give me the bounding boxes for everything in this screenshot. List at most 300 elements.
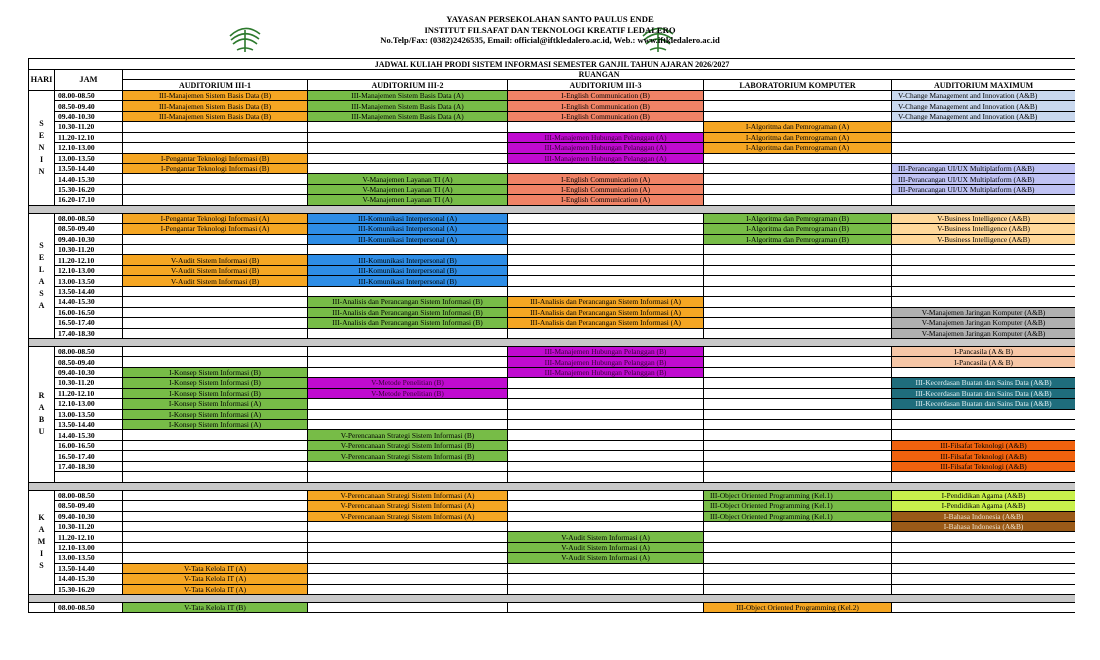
empty-cell: [123, 143, 308, 153]
foundation-name: YAYASAN PERSEKOLAHAN SANTO PAULUS ENDE: [446, 14, 654, 24]
empty-cell: [308, 132, 508, 142]
contact-line: No.Telp/Fax: (0382)2426535, Email: official@iftkledalero.ac.id, Web.: www.iftkledalero.ac.id: [380, 35, 720, 45]
course-cell: V-Audit Sistem Informasi (B): [123, 255, 308, 265]
empty-cell: [704, 101, 892, 111]
day-letter: E: [38, 252, 45, 262]
course-cell: I-Pancasila (A & B): [892, 346, 1076, 356]
empty-cell: [508, 399, 704, 409]
empty-cell: [308, 574, 508, 584]
course-cell: III-Kecerdasan Buatan dan Sains Data (A&B): [892, 399, 1076, 409]
empty-cell: [508, 388, 704, 398]
empty-cell: [508, 490, 704, 500]
schedule-row: [29, 574, 1076, 584]
empty-cell: [123, 286, 308, 296]
schedule-row: [29, 511, 1076, 521]
empty-cell: [508, 501, 704, 511]
schedule-row: [29, 430, 1076, 440]
empty-cell: [704, 153, 892, 163]
schedule-row: [29, 318, 1076, 328]
course-cell: III-Filsafat Teknologi (A&B): [892, 440, 1076, 450]
day-label: [29, 90, 55, 205]
day-separator: [29, 482, 1076, 490]
course-cell: I-Algoritma dan Pemrograman (A): [704, 122, 892, 132]
jam-header: JAM: [55, 70, 123, 91]
institute-name: INSTITUT FILSAFAT DAN TEKNOLOGI KREATIF LEDALERO: [424, 24, 676, 35]
empty-cell: [123, 472, 308, 482]
schedule-row: [29, 174, 1076, 184]
empty-cell: [892, 297, 1076, 307]
empty-cell: [704, 409, 892, 419]
empty-cell: [704, 388, 892, 398]
day-letter: A: [38, 276, 45, 286]
time-slot: 09.40-10.30: [55, 111, 123, 121]
course-cell: V-Audit Sistem Informasi (B): [123, 276, 308, 286]
course-cell: III-Perancangan UI/UX Multiplatform (A&B): [892, 184, 1076, 194]
course-cell: V-Business Intelligence (A&B): [892, 224, 1076, 234]
course-cell: I-Konsep Sistem Informasi (A): [123, 399, 308, 409]
schedule-row: [29, 90, 1076, 100]
empty-cell: [892, 153, 1076, 163]
empty-cell: [704, 265, 892, 275]
empty-cell: [308, 399, 508, 409]
course-cell: III-Manajemen Sistem Basis Data (A): [308, 111, 508, 121]
empty-cell: [308, 542, 508, 552]
empty-cell: [308, 532, 508, 542]
empty-cell: [308, 563, 508, 573]
course-cell: I-English Communication (A): [508, 174, 704, 184]
empty-cell: [508, 163, 704, 173]
time-slot: 13.00-13.50: [55, 153, 123, 163]
empty-cell: [308, 163, 508, 173]
empty-cell: [508, 378, 704, 388]
day-letter: S: [39, 118, 44, 128]
empty-cell: [123, 521, 308, 531]
time-slot: 14.40-15.30: [55, 430, 123, 440]
empty-cell: [123, 542, 308, 552]
time-slot: 08.50-09.40: [55, 224, 123, 234]
time-slot: 16.50-17.40: [55, 451, 123, 461]
time-slot: 12.10-13.00: [55, 143, 123, 153]
empty-cell: [704, 90, 892, 100]
time-slot: 08.00-08.50: [55, 346, 123, 356]
empty-cell: [123, 307, 308, 317]
empty-cell: [704, 440, 892, 450]
empty-cell: [308, 122, 508, 132]
course-cell: III-Kecerdasan Buatan dan Sains Data (A&B): [892, 378, 1076, 388]
day-letter: B: [38, 415, 45, 425]
course-cell: I-Bahasa Indonesia (A&B): [892, 521, 1076, 531]
course-cell: V-Change Management and Innovation (A&B): [892, 90, 1076, 100]
course-cell: I-Konsep Sistem Informasi (B): [123, 388, 308, 398]
course-cell: III-Manajemen Sistem Basis Data (A): [308, 101, 508, 111]
course-cell: V-Manajemen Layanan TI (A): [308, 195, 508, 205]
time-slot: 11.20-12.10: [55, 532, 123, 542]
empty-cell: [704, 357, 892, 367]
course-cell: I-Pancasila (A & B): [892, 357, 1076, 367]
time-slot: 13.00-13.50: [55, 276, 123, 286]
empty-cell: [123, 174, 308, 184]
course-cell: III-Perancangan UI/UX Multiplatform (A&B): [892, 163, 1076, 173]
schedule-row: [29, 297, 1076, 307]
empty-cell: [123, 122, 308, 132]
course-cell: III-Analisis dan Perancangan Sistem Informasi (A): [508, 297, 704, 307]
empty-cell: [704, 346, 892, 356]
empty-cell: [892, 553, 1076, 563]
course-cell: III-Analisis dan Perancangan Sistem Informasi (B): [308, 318, 508, 328]
separator-cell: [29, 205, 1076, 213]
schedule-row: [29, 553, 1076, 563]
empty-cell: [308, 367, 508, 377]
empty-cell: [308, 521, 508, 531]
empty-cell: [704, 307, 892, 317]
empty-cell: [892, 143, 1076, 153]
room-header: LABORATORIUM KOMPUTER: [704, 80, 892, 90]
time-slot: 08.00-08.50: [55, 490, 123, 500]
schedule-row: [29, 245, 1076, 255]
schedule-row: [29, 603, 1076, 613]
empty-cell: [123, 132, 308, 142]
empty-cell: [704, 255, 892, 265]
day-letter: A: [38, 525, 45, 535]
course-cell: I-Pengantar Teknologi Informasi (B): [123, 153, 308, 163]
schedule-row: [29, 195, 1076, 205]
course-cell: I-Algoritma dan Pemrograman (B): [704, 234, 892, 244]
schedule-row: [29, 101, 1076, 111]
time-slot: 08.00-08.50: [55, 603, 123, 613]
time-slot: 13.00-13.50: [55, 409, 123, 419]
empty-cell: [892, 472, 1076, 482]
time-slot: 11.20-12.10: [55, 388, 123, 398]
time-slot: 12.10-13.00: [55, 542, 123, 552]
course-cell: V-Tata Kelola IT (A): [123, 584, 308, 594]
course-cell: III-Komunikasi Interpersonal (B): [308, 255, 508, 265]
empty-cell: [704, 174, 892, 184]
empty-cell: [508, 472, 704, 482]
course-cell: V-Audit Sistem Informasi (A): [508, 553, 704, 563]
course-cell: I-Konsep Sistem Informasi (A): [123, 420, 308, 430]
schedule-title: JADWAL KULIAH PRODI SISTEM INFORMASI SEMESTER GANJIL TAHUN AJARAN 2026/2027: [29, 59, 1076, 70]
course-cell: III-Manajemen Hubungan Pelanggan (A): [508, 153, 704, 163]
course-cell: I-Konsep Sistem Informasi (B): [123, 378, 308, 388]
time-slot: 08.00-08.50: [55, 213, 123, 223]
empty-cell: [892, 367, 1076, 377]
empty-cell: [508, 451, 704, 461]
time-slot: 14.40-15.30: [55, 574, 123, 584]
room-header: AUDITORIUM III-3: [508, 80, 704, 90]
empty-cell: [704, 297, 892, 307]
empty-cell: [892, 420, 1076, 430]
empty-cell: [704, 461, 892, 471]
course-cell: I-Pengantar Teknologi Informasi (B): [123, 163, 308, 173]
time-slot: 14.40-15.30: [55, 174, 123, 184]
course-cell: V-Change Management and Innovation (A&B): [892, 111, 1076, 121]
schedule-row: [29, 532, 1076, 542]
day-letter: L: [38, 264, 45, 274]
course-cell: I-Pengantar Teknologi Informasi (A): [123, 224, 308, 234]
course-cell: III-Filsafat Teknologi (A&B): [892, 451, 1076, 461]
time-slot: 16.20-17.10: [55, 195, 123, 205]
course-cell: III-Manajemen Hubungan Pelanggan (A): [508, 143, 704, 153]
empty-cell: [704, 367, 892, 377]
empty-cell: [123, 234, 308, 244]
course-cell: V-Business Intelligence (A&B): [892, 213, 1076, 223]
course-cell: III-Komunikasi Interpersonal (A): [308, 213, 508, 223]
course-cell: III-Perancangan UI/UX Multiplatform (A&B): [892, 174, 1076, 184]
schedule-row: [29, 451, 1076, 461]
empty-cell: [308, 420, 508, 430]
empty-cell: [308, 461, 508, 471]
empty-cell: [508, 213, 704, 223]
time-slot: 09.40-10.30: [55, 234, 123, 244]
course-cell: I-English Communication (B): [508, 101, 704, 111]
course-cell: III-Kecerdasan Buatan dan Sains Data (A&B): [892, 388, 1076, 398]
schedule-row: [29, 346, 1076, 356]
empty-cell: [704, 584, 892, 594]
empty-cell: [508, 276, 704, 286]
schedule-row: [29, 276, 1076, 286]
empty-cell: [123, 346, 308, 356]
empty-cell: [123, 328, 308, 338]
course-cell: V-Manajemen Jaringan Komputer (A&B): [892, 307, 1076, 317]
schedule-row: [29, 563, 1076, 573]
time-slot: 12.10-13.00: [55, 399, 123, 409]
empty-cell: [508, 603, 704, 613]
time-slot: 17.40-18.30: [55, 461, 123, 471]
day-separator: [29, 338, 1076, 346]
empty-cell: [704, 563, 892, 573]
empty-cell: [508, 440, 704, 450]
schedule-row: [29, 461, 1076, 471]
time-slot: 16.50-17.40: [55, 318, 123, 328]
empty-cell: [308, 409, 508, 419]
empty-cell: [704, 195, 892, 205]
time-slot: 10.30-11.20: [55, 521, 123, 531]
empty-cell: [123, 184, 308, 194]
empty-cell: [308, 153, 508, 163]
time-slot: [55, 472, 123, 482]
time-slot: 08.50-09.40: [55, 357, 123, 367]
empty-cell: [704, 399, 892, 409]
schedule-row: [29, 213, 1076, 223]
schedule-row: [29, 542, 1076, 552]
empty-cell: [892, 265, 1076, 275]
empty-cell: [508, 409, 704, 419]
empty-cell: [508, 122, 704, 132]
course-cell: III-Analisis dan Perancangan Sistem Informasi (B): [308, 297, 508, 307]
course-cell: V-Manajemen Layanan TI (A): [308, 174, 508, 184]
schedule-row: [29, 153, 1076, 163]
course-cell: I-English Communication (A): [508, 184, 704, 194]
day-label: [29, 490, 55, 594]
empty-cell: [508, 461, 704, 471]
day-label: [29, 213, 55, 338]
empty-cell: [308, 245, 508, 255]
course-cell: V-Change Management and Innovation (A&B): [892, 101, 1076, 111]
course-cell: I-Konsep Sistem Informasi (B): [123, 367, 308, 377]
empty-cell: [123, 461, 308, 471]
day-letter: M: [37, 537, 46, 547]
course-cell: V-Perencanaan Strategi Sistem Informasi (B): [308, 440, 508, 450]
empty-cell: [892, 584, 1076, 594]
empty-cell: [704, 378, 892, 388]
empty-cell: [892, 122, 1076, 132]
empty-cell: [892, 286, 1076, 296]
course-cell: V-Tata Kelola IT (A): [123, 574, 308, 584]
empty-cell: [704, 472, 892, 482]
empty-cell: [308, 286, 508, 296]
time-slot: 10.30-11.20: [55, 245, 123, 255]
schedule-row: [29, 357, 1076, 367]
time-slot: 13.00-13.50: [55, 553, 123, 563]
day-letter: S: [39, 240, 44, 250]
time-slot: 09.40-10.30: [55, 511, 123, 521]
time-slot: 09.40-10.30: [55, 367, 123, 377]
schedule-row: [29, 265, 1076, 275]
day-letter: S: [39, 561, 44, 571]
course-cell: I-Algoritma dan Pemrograman (A): [704, 132, 892, 142]
empty-cell: [508, 584, 704, 594]
empty-cell: [123, 195, 308, 205]
course-cell: V-Perencanaan Strategi Sistem Informasi (A): [308, 511, 508, 521]
course-cell: III-Manajemen Hubungan Pelanggan (A): [508, 132, 704, 142]
empty-cell: [704, 163, 892, 173]
empty-cell: [704, 276, 892, 286]
empty-cell: [892, 430, 1076, 440]
empty-cell: [123, 501, 308, 511]
separator-cell: [29, 338, 1076, 346]
empty-cell: [892, 276, 1076, 286]
empty-cell: [123, 245, 308, 255]
empty-cell: [892, 255, 1076, 265]
empty-cell: [892, 132, 1076, 142]
time-slot: 08.50-09.40: [55, 501, 123, 511]
schedule-row: [29, 255, 1076, 265]
empty-cell: [508, 521, 704, 531]
schedule-row: [29, 490, 1076, 500]
time-slot: 08.50-09.40: [55, 101, 123, 111]
schedule-row: [29, 440, 1076, 450]
empty-cell: [704, 574, 892, 584]
empty-cell: [508, 245, 704, 255]
schedule-row: [29, 409, 1076, 419]
course-cell: III-Object Oriented Programming (Kel.1): [704, 501, 892, 511]
day-letter: A: [38, 300, 45, 310]
time-slot: 08.00-08.50: [55, 90, 123, 100]
course-cell: V-Manajemen Layanan TI (A): [308, 184, 508, 194]
empty-cell: [704, 553, 892, 563]
course-cell: V-Metode Penelitian (B): [308, 388, 508, 398]
room-header: AUDITORIUM III-2: [308, 80, 508, 90]
schedule-row: [29, 122, 1076, 132]
course-cell: V-Perencanaan Strategi Sistem Informasi (A): [308, 490, 508, 500]
day-separator: [29, 595, 1076, 603]
empty-cell: [308, 143, 508, 153]
schedule-row: [29, 584, 1076, 594]
course-cell: I-Pengantar Teknologi Informasi (A): [123, 213, 308, 223]
schedule-row: [29, 184, 1076, 194]
course-cell: V-Perencanaan Strategi Sistem Informasi (B): [308, 430, 508, 440]
empty-cell: [123, 490, 308, 500]
schedule-row: [29, 378, 1076, 388]
course-cell: I-Algoritma dan Pemrograman (B): [704, 224, 892, 234]
time-slot: 11.20-12.10: [55, 255, 123, 265]
day-letter: I: [39, 154, 44, 164]
empty-cell: [308, 584, 508, 594]
course-cell: I-Pendidikan Agama (A&B): [892, 490, 1076, 500]
empty-cell: [508, 563, 704, 573]
course-cell: III-Analisis dan Perancangan Sistem Informasi (B): [308, 307, 508, 317]
empty-cell: [308, 553, 508, 563]
empty-cell: [308, 472, 508, 482]
time-slot: 13.50-14.40: [55, 286, 123, 296]
course-cell: III-Manajemen Sistem Basis Data (B): [123, 101, 308, 111]
course-cell: III-Manajemen Hubungan Pelanggan (B): [508, 367, 704, 377]
empty-cell: [704, 521, 892, 531]
empty-cell: [308, 346, 508, 356]
empty-cell: [123, 532, 308, 542]
time-slot: 13.50-14.40: [55, 563, 123, 573]
time-slot: 14.40-15.30: [55, 297, 123, 307]
schedule-row: [29, 388, 1076, 398]
empty-cell: [508, 265, 704, 275]
schedule-row: [29, 521, 1076, 531]
schedule-row: [29, 143, 1076, 153]
empty-cell: [123, 553, 308, 563]
course-cell: III-Komunikasi Interpersonal (A): [308, 234, 508, 244]
time-slot: 12.10-13.00: [55, 265, 123, 275]
empty-cell: [508, 234, 704, 244]
empty-cell: [308, 328, 508, 338]
day-letter: K: [38, 513, 45, 523]
schedule-row: [29, 501, 1076, 511]
empty-cell: [508, 574, 704, 584]
time-slot: 17.40-18.30: [55, 328, 123, 338]
day-letter: R: [38, 391, 45, 401]
time-slot: 16.00-16.50: [55, 307, 123, 317]
day-letter: I: [39, 549, 44, 559]
day-letter: N: [38, 166, 45, 176]
day-letter: S: [39, 288, 44, 298]
schedule-table-container: [28, 58, 1075, 660]
time-slot: 10.30-11.20: [55, 122, 123, 132]
course-cell: III-Komunikasi Interpersonal (B): [308, 265, 508, 275]
course-cell: III-Analisis dan Perancangan Sistem Informasi (A): [508, 318, 704, 328]
course-cell: I-Konsep Sistem Informasi (A): [123, 409, 308, 419]
empty-cell: [892, 195, 1076, 205]
schedule-row: [29, 132, 1076, 142]
empty-cell: [892, 409, 1076, 419]
schedule-row: [29, 286, 1076, 296]
course-cell: III-Object Oriented Programming (Kel.1): [704, 511, 892, 521]
empty-cell: [508, 511, 704, 521]
room-header: AUDITORIUM III-1: [123, 80, 308, 90]
separator-cell: [29, 482, 1076, 490]
schedule-row: [29, 307, 1076, 317]
empty-cell: [892, 532, 1076, 542]
course-cell: V-Tata Kelola IT (B): [123, 603, 308, 613]
course-cell: I-Bahasa Indonesia (A&B): [892, 511, 1076, 521]
empty-cell: [704, 532, 892, 542]
course-cell: I-Algoritma dan Pemrograman (A): [704, 143, 892, 153]
empty-cell: [892, 563, 1076, 573]
course-cell: III-Object Oriented Programming (Kel.1): [704, 490, 892, 500]
schedule-row: [29, 399, 1076, 409]
empty-cell: [308, 603, 508, 613]
ruangan-header: RUANGAN: [123, 70, 1076, 80]
day-letter: E: [38, 130, 45, 140]
course-cell: V-Manajemen Jaringan Komputer (A&B): [892, 318, 1076, 328]
course-cell: V-Tata Kelola IT (A): [123, 563, 308, 573]
